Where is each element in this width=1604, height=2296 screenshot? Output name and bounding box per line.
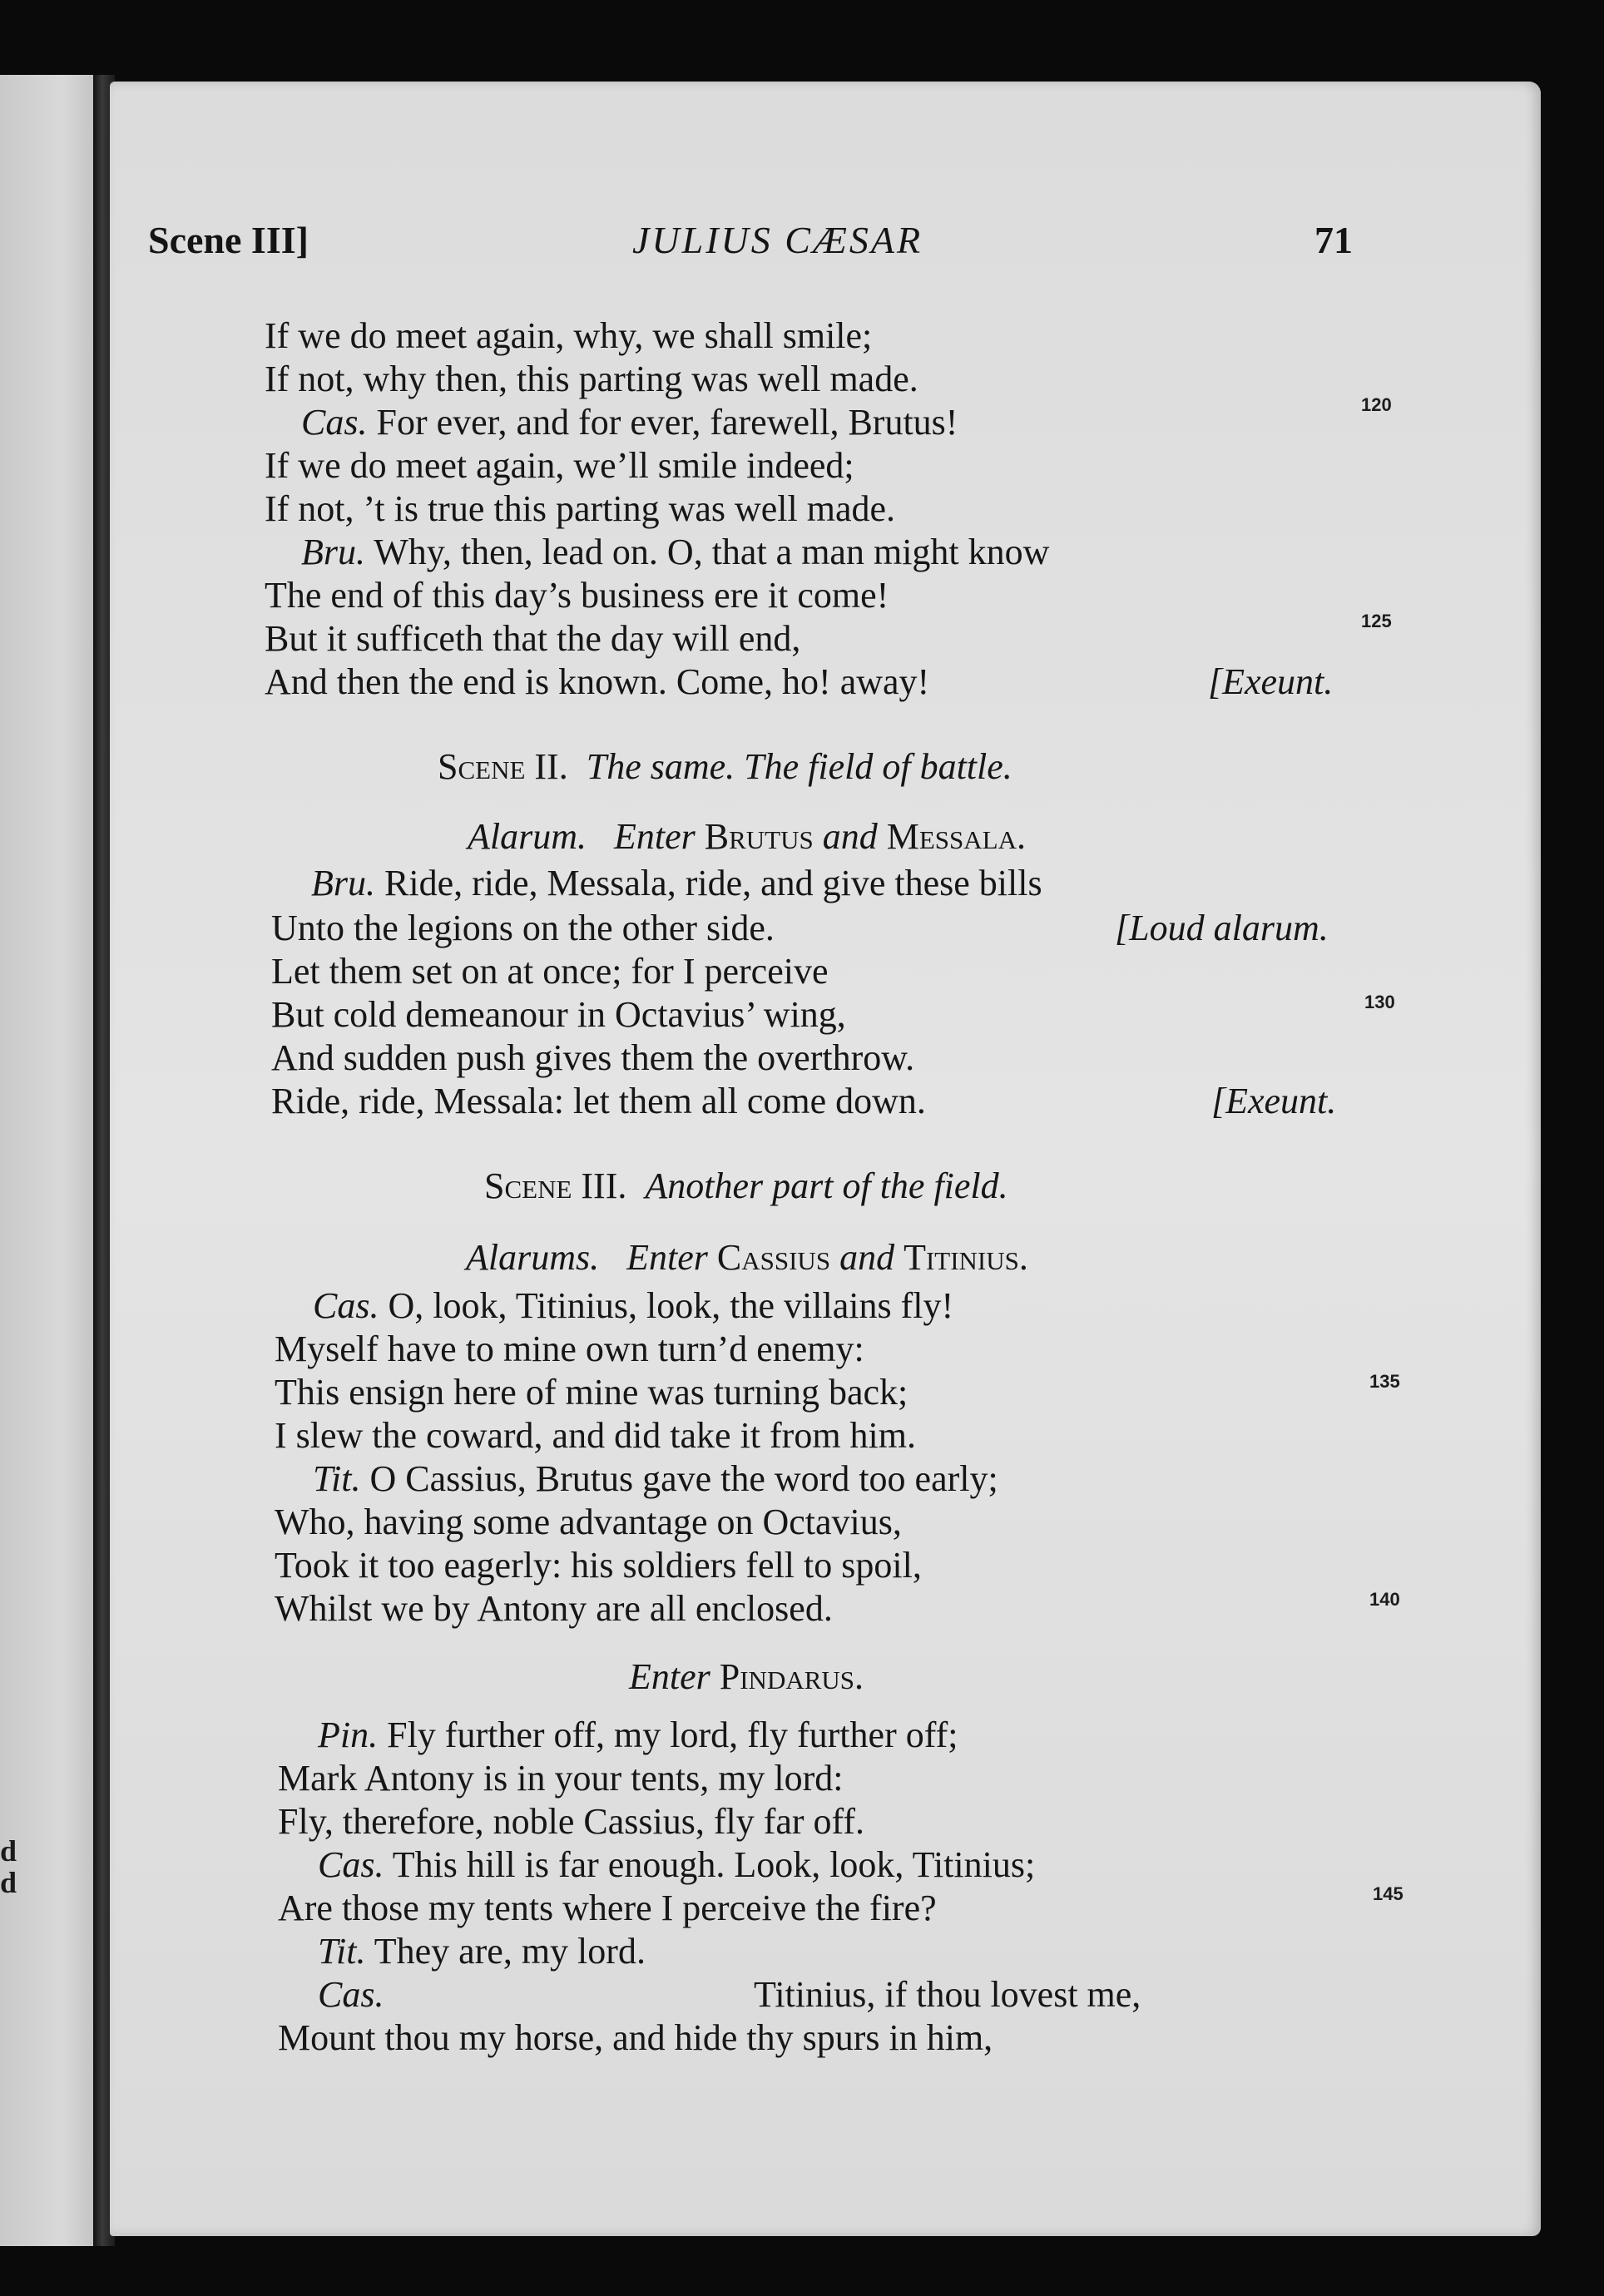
speaker-name: Cas.	[313, 1285, 379, 1326]
line-number: 125	[1361, 611, 1392, 631]
scene-entry-2	[468, 815, 1026, 859]
verse-line: Whilst we by Antony are all enclosed.	[275, 1588, 833, 1629]
verse-line	[313, 1284, 953, 1328]
verse-line: If not, why then, this parting was well made.	[265, 359, 918, 399]
verse-line: Ride, ride, Messala: let them all come down.	[271, 1081, 926, 1121]
verse-text: Fly further off, my lord, fly further off;	[387, 1715, 958, 1755]
scene-heading-2	[438, 745, 1012, 789]
speaker-name: Tit.	[313, 1458, 361, 1499]
left-page-fragment: d	[0, 1834, 17, 1868]
line-number: 135	[1369, 1371, 1400, 1392]
verse-line: Took it too eagerly: his soldiers fell to spoil,	[275, 1545, 922, 1586]
verse-line: Are those my tents where I perceive the fire?	[278, 1888, 937, 1928]
verse-text: This hill is far enough. Look, look, Titinius;	[392, 1844, 1036, 1885]
verse-line: Unto the legions on the other side.	[271, 908, 775, 948]
left-page-fragment: d	[0, 1866, 17, 1899]
verse-line	[318, 1843, 1035, 1887]
verse-line: Mount thou my horse, and hide thy spurs in him,	[278, 2017, 993, 2058]
verse-line: I slew the coward, and did take it from him.	[275, 1415, 917, 1456]
verse-line: But cold demeanour in Octavius’ wing,	[271, 994, 846, 1035]
verse-line	[318, 1714, 958, 1757]
entry-text: Enter	[629, 1656, 710, 1697]
verse-line: Fly, therefore, noble Cassius, fly far off.	[278, 1801, 865, 1842]
verse-text: Why, then, lead on. O, that a man might know	[374, 532, 1050, 572]
verse-line: This ensign here of mine was turning back;	[275, 1372, 908, 1413]
page-number: 71	[1314, 219, 1353, 261]
verse-line: But it sufficeth that the day will end,	[265, 618, 801, 659]
verse-line: And sudden push gives them the overthrow.	[271, 1037, 915, 1078]
verse-line: Let them set on at once; for I perceive	[271, 951, 829, 992]
character-name: Cassius	[716, 1237, 831, 1278]
scene-setting: The same. The field of battle.	[586, 746, 1012, 787]
scene-label: Scene III.	[484, 1165, 627, 1206]
character-name: Pindarus.	[719, 1656, 864, 1697]
speaker-name: Cas.	[301, 402, 368, 443]
entry-text: Enter	[614, 816, 696, 857]
verse-text: For ever, and for ever, farewell, Brutus!	[376, 402, 958, 443]
character-name: Messala.	[886, 816, 1027, 857]
verse-line: And then the end is known. Come, ho! away!	[265, 661, 930, 702]
verse-line: If we do meet again, why, we shall smile;	[265, 315, 873, 356]
header-scene: Scene III]	[148, 219, 309, 261]
speaker-name: Cas.	[318, 1844, 384, 1885]
line-number: 140	[1369, 1589, 1400, 1610]
speaker-name: Cas.	[318, 1974, 384, 2015]
stage-entry-pindarus	[629, 1655, 864, 1699]
entry-text: Enter	[626, 1237, 708, 1278]
verse-line	[301, 531, 1049, 574]
speaker-name: Bru.	[311, 863, 375, 903]
speaker-name: Tit.	[318, 1931, 366, 1972]
verse-line: The end of this day’s business ere it come!	[265, 575, 889, 616]
entry-text: and	[822, 816, 878, 857]
line-number: 130	[1364, 992, 1395, 1012]
verse-line	[301, 401, 958, 444]
verse-line: Who, having some advantage on Octavius,	[275, 1502, 902, 1542]
speaker-name: Pin.	[318, 1715, 379, 1755]
verse-text: O, look, Titinius, look, the villains fly!	[388, 1285, 954, 1326]
verse-text: O Cassius, Brutus gave the word too early;	[369, 1458, 998, 1499]
entry-text: and	[839, 1237, 895, 1278]
verse-line: Titinius, if thou lovest me,	[754, 1974, 1141, 2015]
line-number: 120	[1361, 394, 1392, 415]
scene-setting: Another part of the field.	[645, 1165, 1008, 1206]
stage-direction-loud-alarum: [Loud alarum.	[1115, 908, 1329, 948]
scene-heading-3	[484, 1165, 1008, 1208]
verse-line	[318, 1930, 646, 1973]
verse-text: Ride, ride, Messala, ride, and give these bills	[384, 863, 1042, 903]
verse-text: They are, my lord.	[374, 1931, 646, 1972]
running-header	[0, 218, 1604, 268]
verse-line	[318, 1973, 384, 2016]
speaker-name: Bru.	[301, 532, 365, 572]
scene-label: Scene II.	[438, 746, 568, 787]
character-name: Titinius.	[903, 1237, 1028, 1278]
verse-line	[311, 862, 1042, 905]
header-title: JULIUS CÆSAR	[632, 219, 923, 261]
verse-line: If not, ’t is true this parting was well made.	[265, 488, 896, 529]
line-number: 145	[1373, 1883, 1404, 1904]
verse-line: If we do meet again, we’ll smile indeed;	[265, 445, 854, 486]
verse-line	[313, 1457, 998, 1501]
verse-line: Mark Antony is in your tents, my lord:	[278, 1758, 844, 1799]
entry-text: Alarums.	[466, 1237, 600, 1278]
stage-direction-exeunt: [Exeunt.	[1211, 1081, 1337, 1121]
character-name: Brutus	[704, 816, 814, 857]
stage-direction-exeunt: [Exeunt.	[1208, 661, 1334, 702]
left-page-edge	[0, 75, 104, 2246]
scene-entry-3	[466, 1236, 1028, 1279]
entry-text: Alarum.	[468, 816, 587, 857]
verse-line: Myself have to mine own turn’d enemy:	[275, 1329, 864, 1369]
